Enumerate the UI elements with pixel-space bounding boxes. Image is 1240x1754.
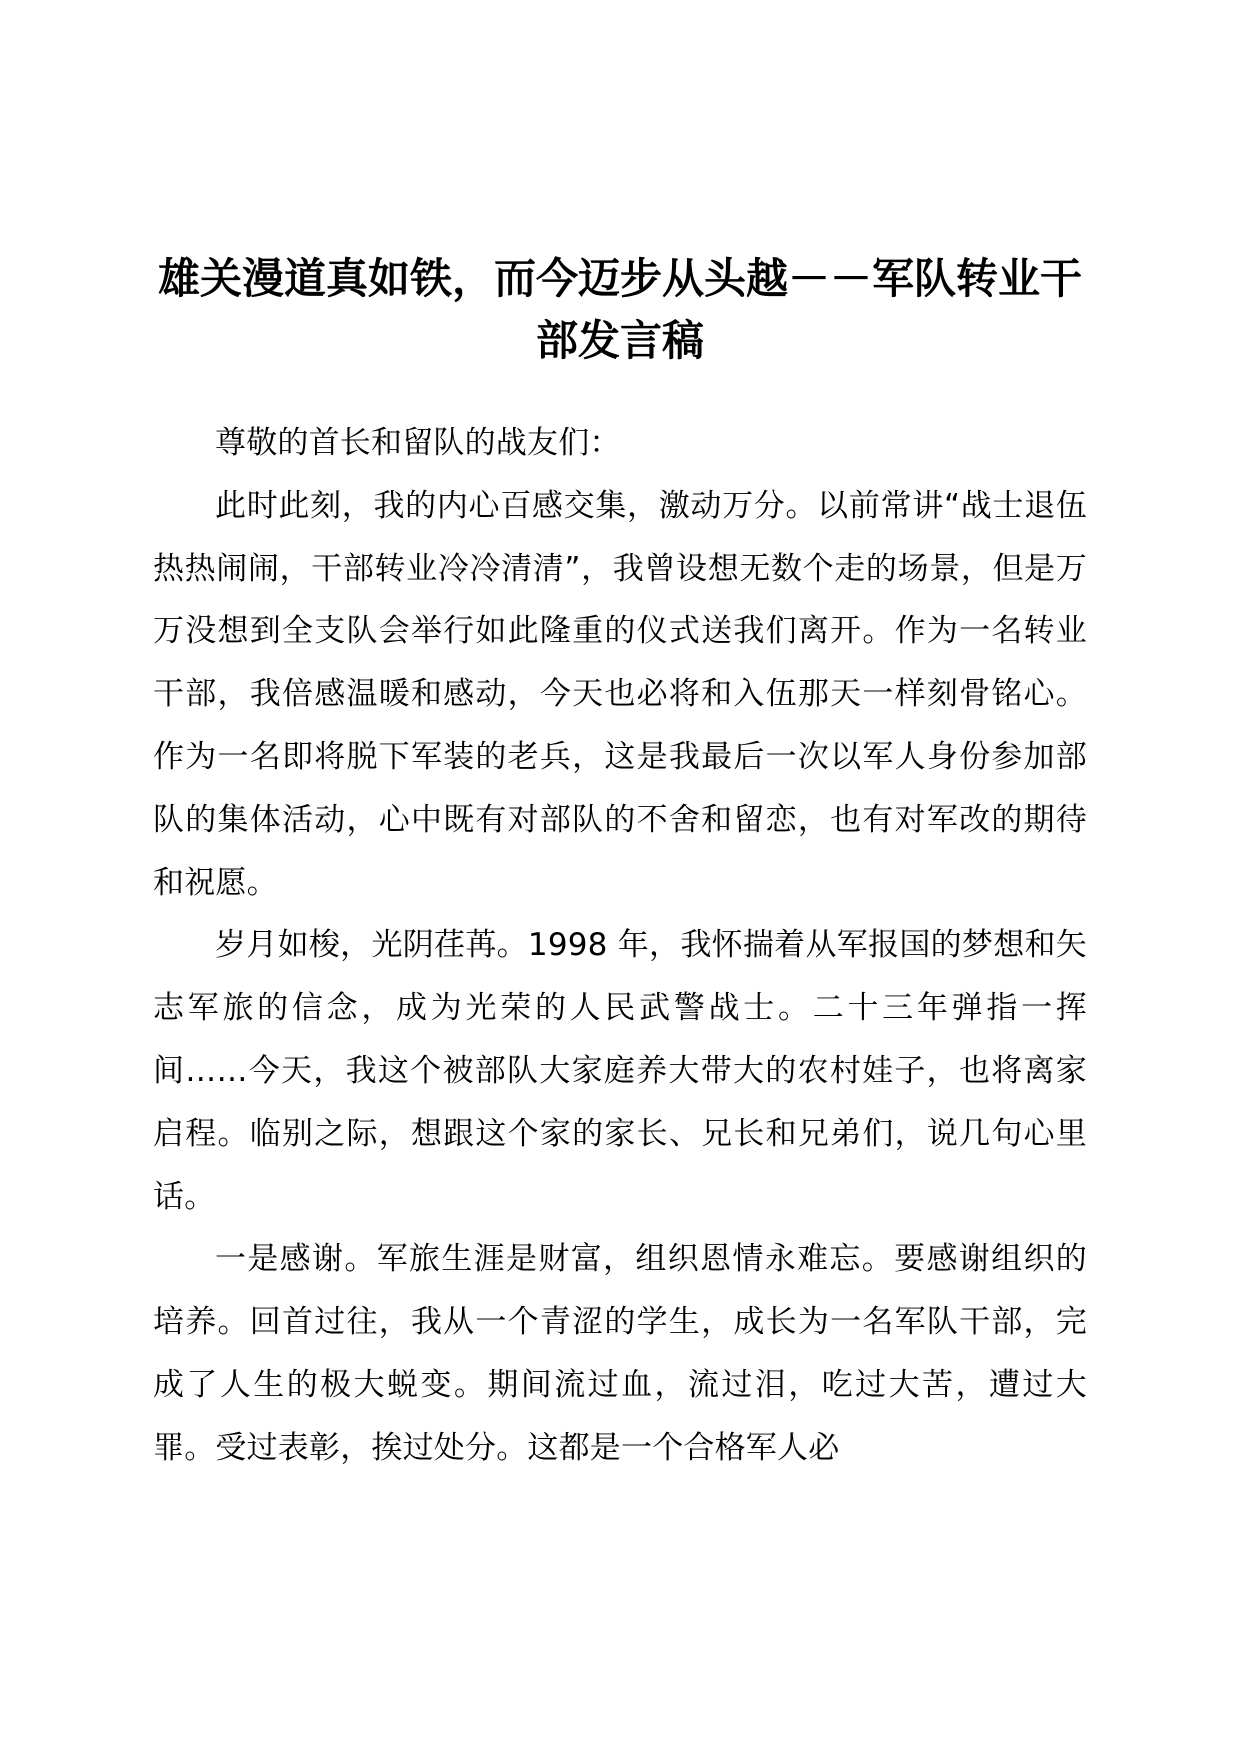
body-paragraph: 一是感谢。军旅生涯是财富，组织恩情永难忘。要感谢组织的培养。回首过往，我从一个青涩的学生，成长为一名军队干部，完成了人生的极大蜕变。期间流过血，流过泪，吃过大苦，遭过大罪。受过表彰，挨过处分。这都是一个合格军人必 bbox=[153, 1241, 1087, 1466]
salutation-paragraph: 尊敬的首长和留队的战友们： bbox=[215, 425, 621, 461]
body-paragraph: 此时此刻，我的内心百感交集，激动万分。以前常讲“战士退伍热热闹闹，干部转业冷冷清清”，我曾设想无数个走的场景，但是万万没想到全支队会举行如此隆重的仪式送我们离开。作为一名转业干部，我倍感温暖和感动，今天也必将和入伍那天一样刻骨铭心。作为一名即将脱下军装的老兵，这是我最后一次以军人身份参加部队的集体活动，心中既有对部队的不舍和留恋，也有对军改的期待和祝愿。 bbox=[153, 487, 1087, 901]
document-title: 雄关漫道真如铁，而今迈步从头越－－军队转业干部发言稿 bbox=[157, 254, 1082, 365]
document-body bbox=[153, 412, 1087, 1480]
body-paragraph: 岁月如梭，光阴荏苒。1998 年，我怀揣着从军报国的梦想和矢志军旅的信念，成为光荣的人民武警战士。二十三年弹指一挥间……今天，我这个被部队大家庭养大带大的农村娃子，也将离家启程。临别之际，想跟这个家的家长、兄长和兄弟们，说几句心里话。 bbox=[153, 927, 1087, 1215]
